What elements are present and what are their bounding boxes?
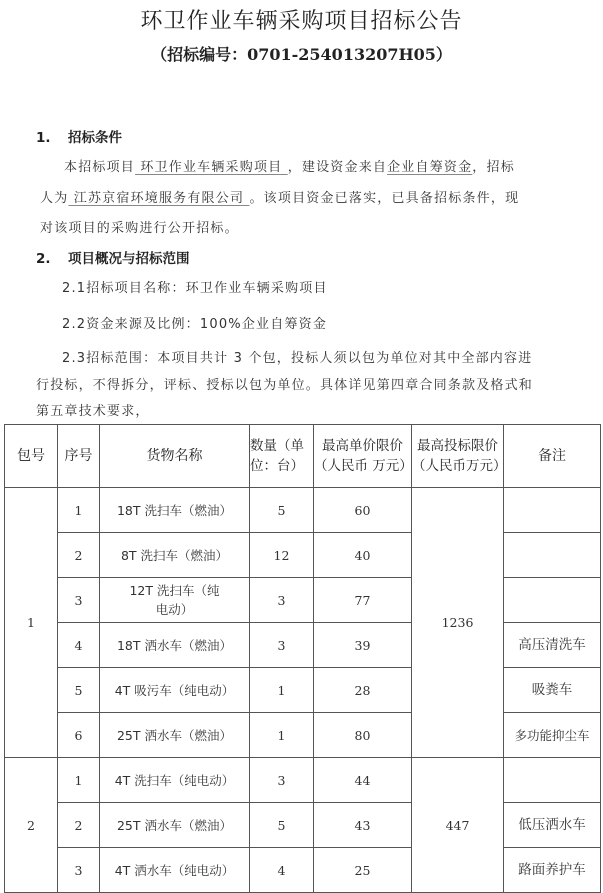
table-row [5,488,601,533]
header-goods-name: 货物名称 [100,425,250,488]
goods-name: 25T 洒水车（燃油） [100,713,250,758]
remark [504,578,601,623]
seq: 3 [58,578,100,623]
goods-name: 12T 洗扫车（纯电动） [100,578,250,623]
table-header-row [5,425,601,488]
seq: 1 [58,488,100,533]
unit-price-limit: 39 [314,623,412,668]
table-row [5,623,601,668]
quantity: 3 [250,578,314,623]
remark: 多功能抑尘车 [504,713,601,758]
header-seq: 序号 [58,425,100,488]
remark [504,758,601,803]
seq: 1 [58,758,100,803]
section-number: 2. [36,251,51,267]
unit-price-limit: 25 [314,848,412,893]
max-bid-limit: 1236 [412,488,504,758]
seq: 3 [58,848,100,893]
unit-price-limit: 43 [314,803,412,848]
remark: 吸粪车 [504,668,601,713]
seq: 4 [58,623,100,668]
unit-price-limit: 40 [314,533,412,578]
quantity: 4 [250,848,314,893]
header-max-bid-limit: 最高投标限价（人民币万元） [412,425,504,488]
item-2-3-line-3: 第五章技术要求， [36,404,150,419]
item-2-2: 2.2资金来源及比例：100%企业自筹资金 [62,317,328,332]
section-1-line-1: 本招标项目 环卫作业车辆采购项目 ，建设资金来自企业自筹资金，招标 [64,160,515,175]
document-title: 环卫作业车辆采购项目招标公告 [140,9,463,34]
table-row [5,578,601,623]
section-2-heading [36,247,190,267]
remark [504,533,601,578]
seq: 5 [58,668,100,713]
unit-price-limit: 80 [314,713,412,758]
package-no: 2 [5,758,58,893]
section-number: 1. [36,130,51,146]
section-title: 招标条件 [68,130,122,146]
header-quantity: 数量（单位：台） [250,425,314,488]
max-bid-limit: 447 [412,758,504,893]
remark: 路面养护车 [504,848,601,893]
unit-price-limit: 60 [314,488,412,533]
item-2-3-line-2: 行投标，不得拆分，评标、授标以包为单位。具体详见第四章合同条款及格式和 [36,378,534,393]
unit-price-limit: 28 [314,668,412,713]
header-remarks: 备注 [504,425,601,488]
section-1-line-2: 人为 江苏京宿环境服务有限公司 。该项目资金已落实，已具备招标条件，现 [40,191,520,206]
quantity: 3 [250,758,314,803]
table-row [5,668,601,713]
item-2-1: 2.1招标项目名称：环卫作业车辆采购项目 [62,281,328,296]
package-no: 1 [5,488,58,758]
seq: 6 [58,713,100,758]
unit-price-limit: 44 [314,758,412,803]
remark: 高压清洗车 [504,623,601,668]
table-row [5,758,601,803]
quantity: 1 [250,713,314,758]
tenderer-name-underlined: 江苏京宿环境服务有限公司 [68,191,250,206]
goods-name: 25T 洒水车（燃油） [100,803,250,848]
table-row [5,533,601,578]
section-1-heading [36,126,122,146]
tender-number: （招标编号：0701-254013207H05） [151,45,452,64]
header-package-no: 包号 [5,425,58,488]
seq: 2 [58,533,100,578]
quantity: 1 [250,668,314,713]
project-name-underlined: 环卫作业车辆采购项目 [135,160,288,175]
goods-name: 18T 洒水车（燃油） [100,623,250,668]
quantity: 5 [250,488,314,533]
unit-price-limit: 77 [314,578,412,623]
section-1-line-3: 对该项目的采购进行公开招标。 [40,221,239,236]
quantity: 12 [250,533,314,578]
table-row [5,713,601,758]
quantity: 3 [250,623,314,668]
section-title: 项目概况与招标范围 [68,251,190,267]
quantity: 5 [250,803,314,848]
remark [504,488,601,533]
goods-name: 4T 洗扫车（纯电动） [100,758,250,803]
goods-name: 8T 洗扫车（燃油） [100,533,250,578]
fund-source-underlined: 企业自筹资金 [387,160,473,175]
goods-name: 4T 吸污车（纯电动） [100,668,250,713]
goods-name: 4T 洒水车（纯电动） [100,848,250,893]
table-row [5,848,601,893]
header-unit-price-limit: 最高单价限价（人民币 万元） [314,425,412,488]
seq: 2 [58,803,100,848]
item-2-3-line-1: 2.3招标范围：本项目共计 3 个包，投标人须以包为单位对其中全部内容进 [62,351,533,366]
goods-name: 18T 洗扫车（燃油） [100,488,250,533]
remark: 低压洒水车 [504,803,601,848]
table-row [5,803,601,848]
procurement-table [4,424,601,893]
